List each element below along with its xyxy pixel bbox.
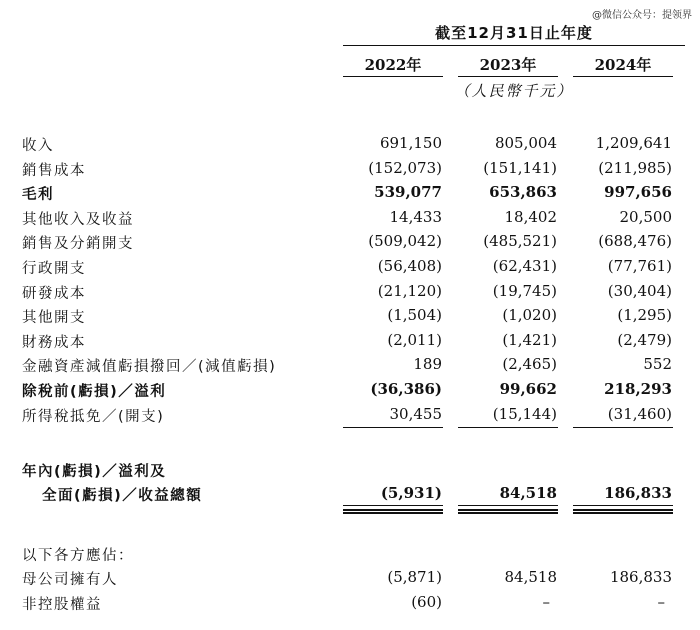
total-underline2-2023 (458, 512, 558, 514)
row-value-2022: (509,042) (368, 232, 442, 251)
row-value-2023: 805,004 (494, 134, 557, 152)
attributable-row-owners (0, 568, 700, 592)
row-label: 行政開支 (22, 261, 86, 277)
statement-row (0, 208, 700, 232)
row-value-2024: (30,404) (607, 281, 672, 300)
nci-value-2022: (60) (411, 593, 442, 611)
row-label: 銷售成本 (22, 162, 86, 179)
row-value-2023: 99,662 (499, 380, 557, 398)
row-value-2023: (62,431) (492, 257, 557, 275)
subtotal-underline-2022 (343, 427, 443, 428)
currency-unit: （人民幣千元） (454, 82, 574, 100)
row-value-2022: (21,120) (377, 281, 442, 300)
row-value-2022: 539,077 (374, 183, 442, 202)
row-value-2024: 997,656 (604, 183, 672, 202)
row-value-2024: (211,985) (598, 158, 672, 177)
total-double-underline-2023 (458, 505, 558, 511)
year-underline-2024 (573, 76, 673, 77)
row-label: 所得稅抵免／(開支) (22, 408, 165, 425)
row-value-2022: (36,386) (370, 380, 442, 398)
statement-row (0, 257, 700, 281)
total-double-underline-2022 (343, 505, 443, 511)
owners-value-2024: 186,833 (609, 568, 672, 586)
row-label: 財務成本 (22, 334, 86, 351)
attributable-row-nci (0, 593, 700, 617)
row-value-2024: (688,476) (598, 232, 672, 251)
row-value-2024: (77,761) (607, 257, 672, 275)
statement-row (0, 355, 700, 379)
row-value-2023: (15,144) (492, 404, 557, 423)
subtotal-underline-2023 (458, 427, 558, 428)
nci-value-2024: – (657, 593, 665, 611)
row-value-2023: (1,020) (502, 306, 557, 325)
row-value-2022: (1,504) (387, 306, 442, 325)
year-2023-header: 2023年 (479, 56, 537, 74)
row-value-2024: 1,209,641 (595, 134, 672, 152)
total-label-line1: 年內(虧損)／溢利及 (22, 464, 167, 480)
row-value-2024: (1,295) (617, 306, 672, 325)
attributable-label-nci: 非控股權益 (22, 597, 102, 613)
period-heading: 截至12月31日止年度 (435, 24, 593, 42)
statement-row (0, 405, 700, 429)
row-value-2023: (2,465) (502, 355, 557, 374)
row-value-2024: (31,460) (607, 404, 672, 423)
statement-row (0, 183, 700, 207)
row-value-2022: 30,455 (389, 404, 442, 423)
watermark: @微信公众号：提领界 (592, 10, 692, 21)
total-underline2-2024 (573, 512, 673, 514)
total-value-2023: 84,518 (499, 484, 557, 502)
row-label: 除稅前(虧損)／溢利 (22, 384, 167, 400)
statement-row (0, 380, 700, 404)
nci-value-2023: – (542, 593, 550, 611)
statement-row (0, 159, 700, 183)
total-underline2-2022 (343, 512, 443, 514)
row-value-2024: 218,293 (604, 380, 672, 398)
attributable-label-owners: 母公司擁有人 (22, 572, 118, 588)
owners-value-2022: (5,871) (387, 568, 442, 586)
total-value-2024: 186,833 (604, 484, 672, 502)
row-value-2023: 18,402 (504, 207, 557, 226)
year-2022-header: 2022年 (364, 56, 422, 74)
row-label: 金融資產減值虧損撥回／(減值虧損) (22, 359, 277, 376)
period-underline (343, 45, 685, 46)
total-double-underline-2024 (573, 505, 673, 511)
attributable-heading-row (0, 544, 700, 568)
row-value-2022: (152,073) (368, 158, 442, 177)
row-label: 銷售及分銷開支 (22, 236, 134, 253)
statement-row (0, 306, 700, 330)
year-2024-header: 2024年 (594, 56, 652, 74)
row-value-2023: (151,141) (483, 158, 557, 177)
row-value-2024: (2,479) (617, 330, 672, 349)
subtotal-underline-2024 (573, 427, 673, 428)
row-value-2022: (56,408) (377, 257, 442, 275)
row-value-2023: (19,745) (492, 281, 557, 300)
row-label: 研發成本 (22, 285, 86, 302)
row-label: 收入 (22, 138, 54, 154)
attributable-heading: 以下各方應佔： (22, 548, 134, 564)
row-value-2023: 653,863 (489, 183, 557, 202)
row-value-2024: 552 (643, 355, 672, 374)
row-value-2022: 189 (413, 355, 442, 374)
row-label: 毛利 (22, 187, 54, 204)
row-value-2024: 20,500 (619, 207, 672, 226)
row-label: 其他開支 (22, 310, 86, 327)
year-underline-2023 (458, 76, 558, 77)
total-label-line2: 全面(虧損)／收益總額 (42, 488, 203, 504)
total-value-2022: (5,931) (380, 484, 442, 502)
owners-value-2023: 84,518 (504, 568, 557, 586)
row-label: 其他收入及收益 (22, 211, 134, 228)
year-underline-2022 (343, 76, 443, 77)
row-value-2023: (1,421) (502, 330, 557, 349)
row-value-2022: (2,011) (387, 330, 442, 349)
statement-row (0, 331, 700, 355)
statement-row (0, 282, 700, 306)
statement-row (0, 134, 700, 158)
statement-row (0, 232, 700, 256)
row-value-2023: (485,521) (483, 232, 557, 251)
row-value-2022: 691,150 (379, 134, 442, 152)
row-value-2022: 14,433 (389, 207, 442, 226)
